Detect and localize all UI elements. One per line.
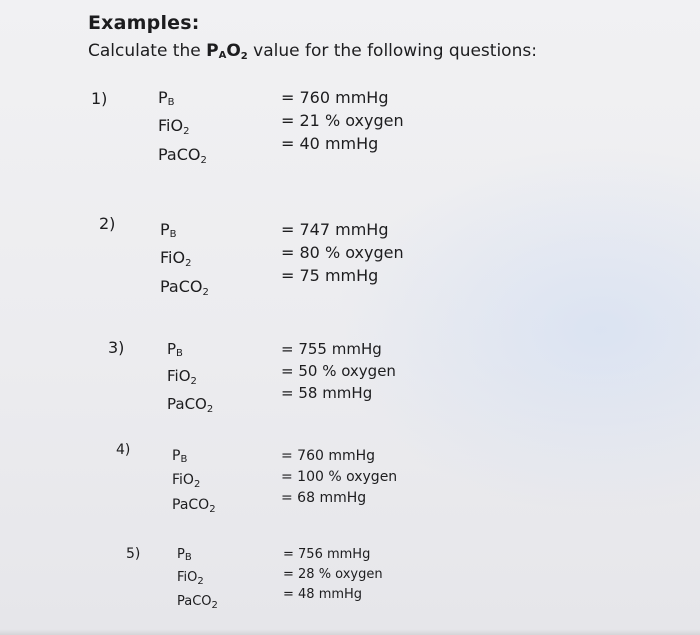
problem-number: 3) [108, 338, 125, 357]
fio2-value: = 21 % oxygen [281, 111, 404, 130]
instructions [88, 41, 537, 62]
problem-number: 1) [91, 89, 108, 108]
fio2-label: FiO$_2$ [177, 570, 204, 587]
variable-values [283, 545, 383, 605]
fio2-value: = 100 % oxygen [281, 469, 398, 485]
paco2-value: = 58 mmHg [281, 384, 373, 402]
problem-number: 4) [116, 442, 131, 458]
pb-value: = 756 mmHg [283, 547, 371, 562]
pb-value: = 760 mmHg [281, 88, 389, 107]
paco2-label: PaCO$_2$ [177, 594, 218, 611]
pb-label: PB [172, 448, 188, 465]
paco2-label: PaCO$_2$ [172, 497, 216, 515]
fio2-value: = 80 % oxygen [281, 243, 404, 262]
pb-value: = 755 mmHg [281, 340, 382, 358]
variable-labels [167, 338, 213, 421]
paco2-label: PaCO$_2$ [167, 395, 214, 415]
variable-values [281, 446, 397, 509]
pb-label: PB [167, 340, 183, 359]
paco2-label: PaCO$_2$ [158, 145, 207, 166]
paco2-value: = 48 mmHg [283, 587, 363, 602]
paco2-value: = 68 mmHg [281, 490, 367, 506]
pb-label: PB [158, 88, 175, 108]
fio2-value: = 50 % oxygen [281, 362, 396, 380]
variable-labels [172, 446, 216, 520]
problem-number: 5) [126, 546, 141, 562]
fio2-label: FiO$_2$ [172, 472, 201, 490]
variable-values [281, 338, 396, 404]
instructions-prefix: Calculate the [88, 41, 207, 61]
pao2-term: $PAO_2$ [206, 41, 248, 62]
paco2-value: = 40 mmHg [281, 134, 379, 153]
pb-value: = 760 mmHg [281, 448, 376, 464]
variable-labels [160, 218, 209, 304]
fio2-label: FiO$_2$ [158, 116, 190, 137]
problem-number: 2) [99, 214, 116, 233]
paco2-label: PaCO$_2$ [160, 277, 209, 298]
variable-labels [158, 86, 207, 172]
variable-values [281, 86, 404, 155]
pb-value: = 747 mmHg [281, 220, 389, 239]
page-title: Examples: [88, 12, 200, 34]
fio2-label: FiO$_2$ [167, 367, 197, 387]
instructions-suffix: value for the following questions: [247, 41, 537, 61]
fio2-value: = 28 % oxygen [283, 567, 383, 582]
paco2-value: = 75 mmHg [281, 266, 379, 285]
variable-values [281, 218, 404, 287]
pb-label: PB [177, 547, 192, 563]
pb-label: PB [160, 220, 177, 240]
fio2-label: FiO$_2$ [160, 248, 192, 269]
variable-labels [177, 545, 218, 616]
page-shadow [0, 629, 700, 635]
